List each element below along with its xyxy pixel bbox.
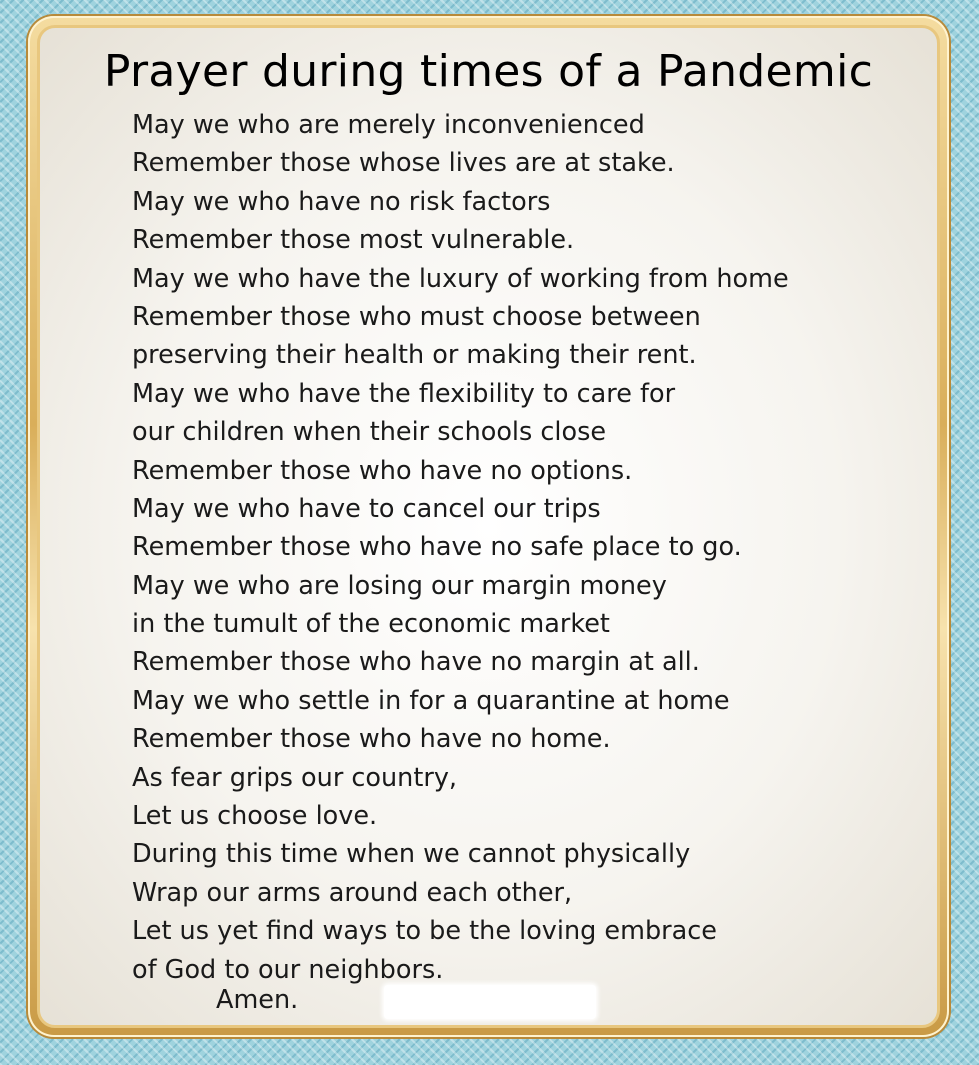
prayer-line: May we who have the luxury of working from home	[132, 263, 789, 294]
closing-amen: Amen.	[216, 985, 299, 1015]
prayer-line: May we who settle in for a quarantine at home	[132, 685, 730, 716]
prayer-line: preserving their health or making their rent.	[132, 340, 697, 371]
prayer-line: Remember those who must choose between	[132, 301, 701, 332]
prayer-line: Wrap our arms around each other,	[132, 877, 573, 908]
prayer-text	[132, 106, 789, 989]
prayer-line: Let us choose love.	[132, 801, 378, 832]
page-title: Prayer during times of a Pandemic	[103, 46, 874, 97]
prayer-line: Remember those who have no home.	[132, 724, 611, 755]
gold-frame	[28, 16, 949, 1037]
prayer-line: our children when their schools close	[132, 417, 607, 448]
prayer-card	[37, 25, 940, 1028]
prayer-line: As fear grips our country,	[132, 762, 458, 793]
prayer-line: of God to our neighbors.	[132, 954, 444, 985]
prayer-line: Remember those most vulnerable.	[132, 225, 575, 256]
prayer-line: Remember those who have no margin at all.	[132, 647, 700, 678]
prayer-line: May we who have the flexibility to care for	[132, 378, 676, 409]
prayer-line: During this time when we cannot physically	[132, 839, 691, 870]
prayer-line: Remember those whose lives are at stake.	[132, 148, 675, 179]
redacted-signature	[384, 985, 596, 1019]
prayer-line: in the tumult of the economic market	[132, 609, 610, 640]
prayer-line: May we who have no risk factors	[132, 186, 551, 217]
prayer-line: May we who have to cancel our trips	[132, 493, 601, 524]
prayer-line: May we who are merely inconvenienced	[132, 110, 645, 140]
prayer-line: May we who are losing our margin money	[132, 570, 667, 601]
prayer-line: Remember those who have no options.	[132, 455, 633, 486]
prayer-line: Remember those who have no safe place to go.	[132, 532, 742, 563]
prayer-line: Let us yet find ways to be the loving embrace	[132, 916, 717, 947]
